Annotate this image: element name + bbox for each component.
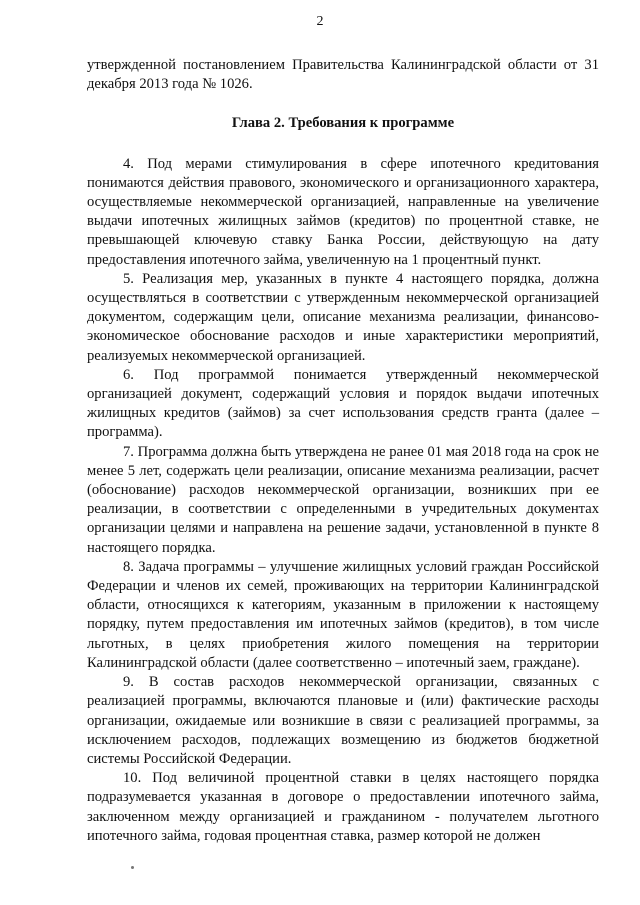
intro-text: утвержденной постановлением Правительства Калининградской области от 31 декабря 2013 года № 1026. — [87, 57, 599, 93]
paragraph-5: 5. Реализация мер, указанных в пункте 4 настоящего порядка, должна осуществляться в соответствии с утвержденным некоммерческой организацией документом, содержащим цели, описание механизма реализации, финансово-экономическое обоснование расходов и иные характеристики мероприятий, реализуемых некоммерческой организацией. — [87, 270, 599, 364]
document-body — [87, 56, 599, 846]
scan-speck — [131, 866, 134, 869]
paragraph-7: 7. Программа должна быть утверждена не ранее 01 мая 2018 года на срок не менее 5 лет, содержать цели реализации, описание механизма реализации, расчет (обоснование) расходов некоммерческой организации, возникших при ее реализации, в соответствии с определенными в учредительных документах организации целями и направлена на решение задачи, установленной в пункте 8 настоящего порядка. — [87, 443, 599, 556]
paragraph-8: 8. Задача программы – улучшение жилищных условий граждан Российской Федерации и членов их семей, проживающих на территории Калининградской области, относящихся к категориям, указанным в приложении к настоящему порядку, путем предоставления им ипотечных займов (кредитов), в том числе льготных, в целях приобретения жилого помещения на территории Калининградской области (далее соответственно – ипотечный заем, граждане). — [87, 558, 599, 671]
paragraph-9: 9. В состав расходов некоммерческой организации, связанных с реализацией программы, включаются плановые и (или) фактические расходы организации, ожидаемые или возникшие в связи с реализацией программы, за исключением расходов, подлежащих возмещению из бюджетов бюджетной системы Российской Федерации. — [87, 674, 599, 767]
page-number: 2 — [316, 14, 324, 29]
chapter-title: Глава 2. Требования к программе — [231, 115, 455, 132]
paragraph-10: 10. Под величиной процентной ставки в целях настоящего порядка подразумевается указанная в договоре о предоставлении ипотечного займа, заключенном между организацией и гражданином - получателем льготного ипотечного займа, годовая процентная ставка, размер которой не должен — [87, 770, 599, 844]
paragraph-6: 6. Под программой понимается утвержденный некоммерческой организацией документ, содержащий условия и порядок выдачи ипотечных жилищных кредитов (займов) за счет использования средств гранта (далее – программа). — [87, 366, 599, 441]
paragraph-4: 4. Под мерами стимулирования в сфере ипотечного кредитования понимаются действия правового, экономического и организационного характера, осуществляемые некоммерческой организацией, направленные на увеличение выдачи ипотечных жилищных займов (кредитов) по процентной ставке, не превышающей ключевую ставку Банка России, действующую на дату предоставления ипотечного займа, увеличенную на 1 процентный пункт. — [87, 155, 599, 268]
